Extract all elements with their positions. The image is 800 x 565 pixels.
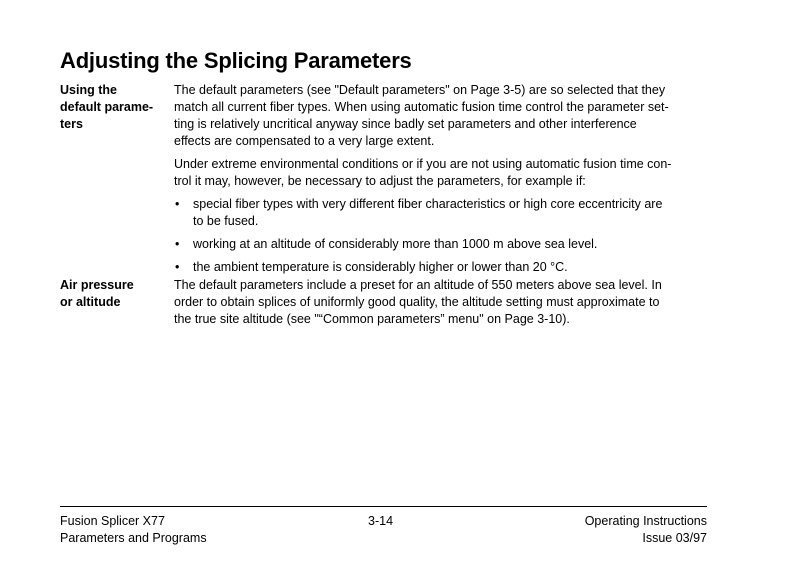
section-air-pressure xyxy=(60,277,720,337)
bullet-icon: • xyxy=(175,237,180,251)
bullet-icon: • xyxy=(175,197,180,211)
bullet-item xyxy=(174,196,714,230)
text-line: the true site altitude (see "“Common parameters” menu" on Page 3-10). xyxy=(174,312,570,326)
text-line: ting is relatively uncritical anyway since badly set parameters and other interference xyxy=(174,117,637,131)
text-line: order to obtain splices of uniformly good quality, the altitude setting must approximate to xyxy=(174,295,660,309)
footer-issue: Issue 03/97 xyxy=(642,531,707,545)
paragraph-extreme-conditions xyxy=(174,156,714,190)
text-line: special fiber types with very different fiber characteristics or high core eccentricity are xyxy=(193,197,663,211)
footer-product: Fusion Splicer X77 xyxy=(60,514,165,528)
text-line: to be fused. xyxy=(193,214,259,228)
side-heading-line: Using the xyxy=(60,83,117,97)
text-line: effects are compensated to a very large extent. xyxy=(174,134,435,148)
side-heading-line: Air pressure xyxy=(60,278,134,292)
text-line: working at an altitude of considerably more than 1000 m above sea level. xyxy=(193,237,598,251)
footer-divider xyxy=(60,506,707,507)
text-line: The default parameters (see "Default parameters" on Page 3-5) are so selected that they xyxy=(174,83,666,97)
section-body xyxy=(174,277,714,334)
paragraph-default-parameters xyxy=(174,82,714,150)
side-heading-line: or altitude xyxy=(60,295,121,309)
text-line: the ambient temperature is considerably higher or lower than 20 °C. xyxy=(193,260,568,274)
text-line: The default parameters include a preset for an altitude of 550 meters above sea level. In xyxy=(174,278,662,292)
side-heading-line: default parame- xyxy=(60,100,154,114)
footer-doc-type: Operating Instructions xyxy=(584,514,707,528)
side-heading-line: ters xyxy=(60,117,83,131)
page-title: Adjusting the Splicing Parameters xyxy=(60,47,412,73)
footer-page-number xyxy=(368,513,393,530)
footer-right xyxy=(500,513,707,547)
footer-chapter: Parameters and Programs xyxy=(60,531,207,545)
paragraph-altitude xyxy=(174,277,714,328)
text-line: Under extreme environmental conditions or if you are not using automatic fusion time con- xyxy=(174,157,672,171)
footer-left xyxy=(60,513,207,547)
bullet-icon: • xyxy=(175,260,180,274)
section-body xyxy=(174,82,714,282)
side-heading-air-pressure xyxy=(60,277,172,311)
side-heading-default-parameters xyxy=(60,82,172,133)
text-line: trol it may, however, be necessary to adjust the parameters, for example if: xyxy=(174,174,586,188)
bullet-item xyxy=(174,259,714,276)
text-line: match all current fiber types. When using automatic fusion time control the parameter set- xyxy=(174,100,669,114)
bullet-item xyxy=(174,236,714,253)
bullet-list xyxy=(174,196,714,276)
section-default-parameters xyxy=(60,82,720,272)
page-number: 3-14 xyxy=(368,514,394,528)
